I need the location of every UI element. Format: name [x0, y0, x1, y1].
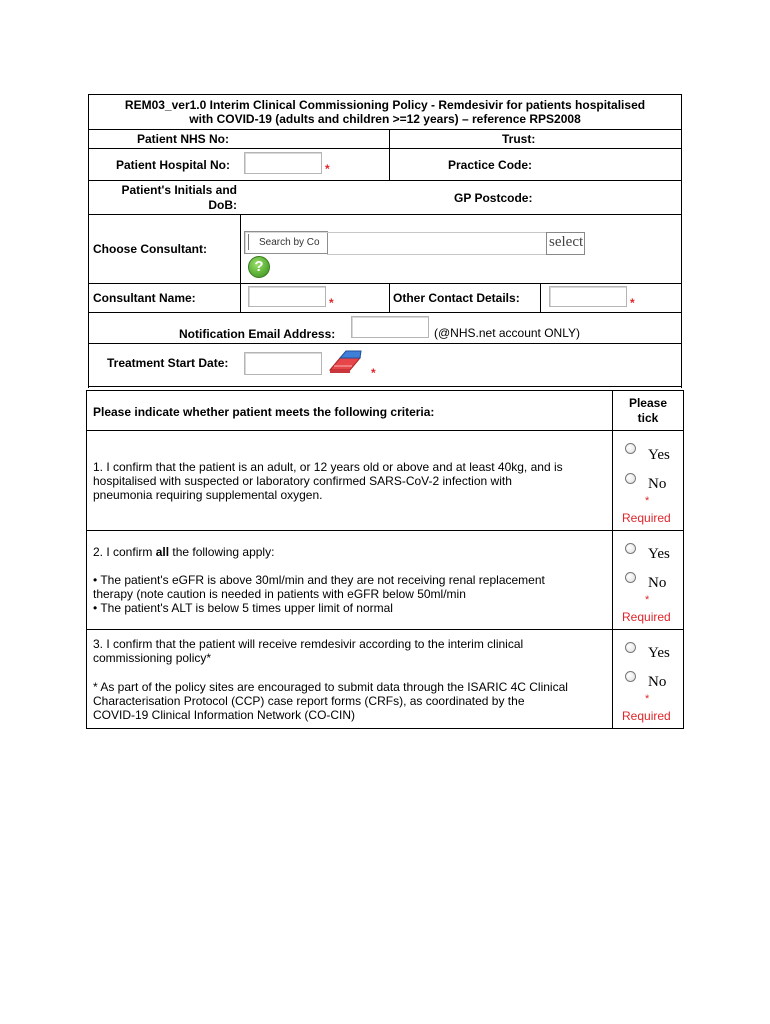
criterion-2-required: Required	[622, 610, 671, 624]
criterion-3-text	[93, 637, 608, 665]
criterion-2-required-star: *	[645, 594, 650, 606]
notification-email-input[interactable]	[351, 316, 429, 338]
patient-initials-dob-label	[88, 183, 237, 213]
criterion-2-yes-radio[interactable]	[625, 543, 636, 554]
please-tick-header	[613, 396, 683, 426]
patient-hospital-no-input[interactable]	[244, 152, 322, 174]
practice-code-label: Practice Code:	[448, 158, 533, 172]
patient-initials-line1: Patient's Initials and	[121, 183, 237, 197]
patient-initials-line2: DoB:	[208, 198, 237, 212]
criterion-1-required-star: *	[645, 495, 650, 507]
criteria-heading: Please indicate whether patient meets the following criteria:	[93, 405, 435, 419]
criterion-2-bullet2: • The patient's ALT is below 5 times upper limit of normal	[93, 601, 393, 615]
trust-label: Trust:	[502, 132, 536, 146]
other-contact-label: Other Contact Details:	[393, 291, 520, 305]
criterion-2-bullet1-line1: • The patient's eGFR is above 30ml/min and they are not receiving renal replacement	[93, 573, 545, 587]
other-contact-required-star: *	[630, 296, 635, 310]
criterion-2-no-radio[interactable]	[625, 572, 636, 583]
consultant-name-required-star: *	[329, 296, 334, 310]
criterion-3-note-line1: * As part of the policy sites are encouraged to submit data through the ISARIC 4C Clinical	[93, 680, 568, 694]
criterion-3-line1: 3. I confirm that the patient will receive remdesivir according to the interim clinical	[93, 637, 524, 651]
search-field-left-edge	[248, 234, 249, 250]
criterion-3-note-line3: COVID-19 Clinical Information Network (CO-CIN)	[93, 708, 356, 722]
criterion-2-bullet1-line2: therapy (note caution is needed in patients with eGFR below 50ml/min	[93, 587, 466, 601]
criterion-1-line1: 1. I confirm that the patient is an adult, or 12 years old or above and at least 40kg, and is	[93, 460, 563, 474]
criterion-3-yes-radio[interactable]	[625, 642, 636, 653]
please-tick-line1: Please	[628, 396, 668, 410]
criterion-1-line2: hospitalised with suspected or laboratory confirmed SARS-CoV-2 infection with	[93, 474, 512, 488]
criterion-1-line3: pneumonia requiring supplemental oxygen.	[93, 488, 323, 502]
consultant-search-input[interactable]	[244, 231, 328, 254]
criterion-1-no-radio[interactable]	[625, 473, 636, 484]
eraser-icon[interactable]	[328, 350, 362, 374]
criterion-2-yes-label: Yes	[648, 546, 670, 562]
criterion-3-yes-label: Yes	[648, 645, 670, 661]
patient-hospital-no-label: Patient Hospital No:	[116, 158, 231, 172]
form-title-line2: with COVID-19 (adults and children >=12 years) – reference RPS2008	[189, 112, 581, 126]
criterion-1-required: Required	[622, 511, 671, 525]
criterion-3-line2: commissioning policy*	[93, 651, 212, 665]
consultant-search-placeholder: Search by Co	[259, 237, 320, 248]
criterion-3-required-star: *	[645, 693, 650, 705]
criterion-1-yes-label: Yes	[648, 447, 670, 463]
gp-postcode-label: GP Postcode:	[454, 191, 533, 205]
select-button-label: select	[549, 234, 584, 250]
criterion-2-intro	[93, 545, 274, 559]
treatment-date-required-star: *	[371, 366, 376, 380]
criterion-1-no-label: No	[648, 476, 667, 492]
form-title-line1: REM03_ver1.0 Interim Clinical Commissioning Policy - Remdesivir for patients hospitalised	[124, 98, 646, 112]
help-icon[interactable]	[248, 256, 270, 278]
criterion-2-suffix: the following apply:	[169, 545, 275, 559]
consultant-select-button[interactable]	[546, 232, 585, 255]
consultant-name-input[interactable]	[248, 286, 326, 307]
treatment-start-label: Treatment Start Date:	[107, 356, 229, 370]
please-tick-line2: tick	[637, 411, 659, 425]
consultant-dropdown-track[interactable]	[327, 232, 546, 255]
criterion-3-no-radio[interactable]	[625, 671, 636, 682]
help-icon-glyph: ?	[254, 258, 264, 275]
criterion-2-no-label: No	[648, 575, 667, 591]
criterion-2-bullets	[93, 573, 608, 615]
criterion-1-yes-radio[interactable]	[625, 443, 636, 454]
criterion-3-no-label: No	[648, 674, 667, 690]
criterion-3-required: Required	[622, 709, 671, 723]
criterion-3-note-line2: Characterisation Protocol (CCP) case report forms (CRFs), as coordinated by the	[93, 694, 525, 708]
email-note: (@NHS.net account ONLY)	[434, 326, 581, 340]
patient-nhs-no-label: Patient NHS No:	[137, 132, 230, 146]
criterion-3-note	[93, 680, 608, 722]
criterion-2-bold: all	[155, 545, 170, 559]
notification-email-label: Notification Email Address:	[179, 327, 336, 341]
treatment-start-date-input[interactable]	[244, 352, 322, 375]
other-contact-input[interactable]	[549, 286, 627, 307]
hospital-no-required-star: *	[325, 162, 330, 176]
choose-consultant-label: Choose Consultant:	[93, 242, 207, 256]
criterion-1-text	[93, 460, 608, 502]
criterion-2-prefix: 2. I confirm	[93, 545, 156, 559]
consultant-name-label: Consultant Name:	[93, 291, 196, 305]
form-title	[88, 98, 682, 126]
